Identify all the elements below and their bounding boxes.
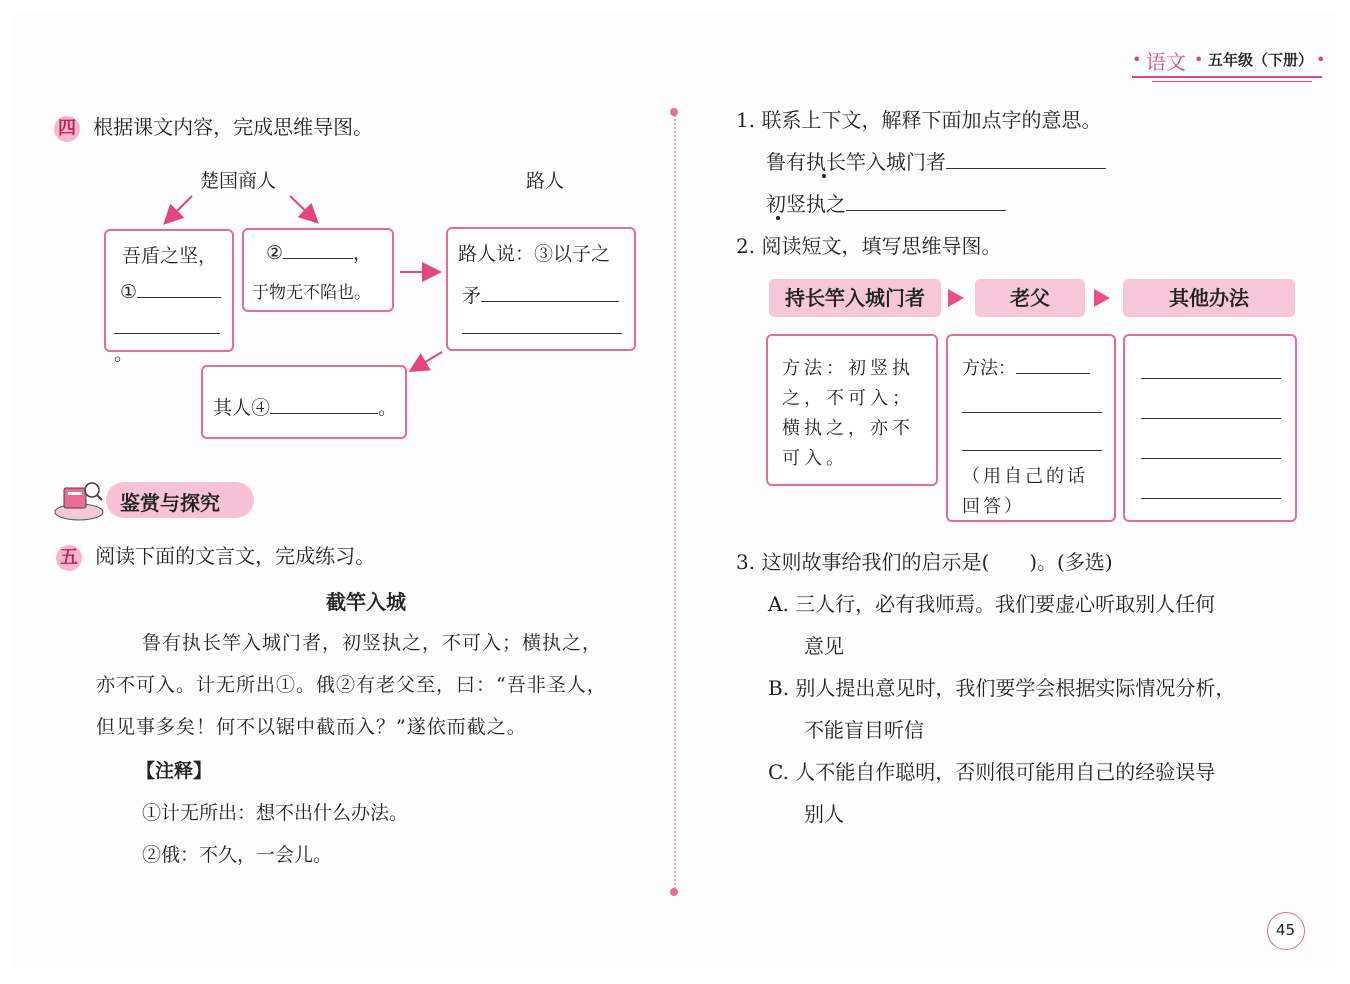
header-dot-mid: • [1194,50,1204,69]
box3-line3 [462,315,622,338]
page-number-badge [1267,912,1305,950]
q3-option-a-line1[interactable]: A. 三人行，必有我师焉。我们要虚心听取别人任何 [768,592,1216,616]
q1-item2 [766,188,1006,217]
mindmap-box-2 [242,228,394,312]
q1-item1-dot [822,174,826,178]
q2-box2-hint1: （用自己的话 [962,466,1088,487]
q3-option-c-line2: 别人 [804,802,844,826]
box1-blank-2[interactable] [114,315,220,334]
q2-box2-blank-3[interactable] [962,432,1102,451]
box4-end: 。 [378,397,398,419]
q2-text: 2. 阅读短文，填写思维导图。 [736,234,1002,258]
passage-line-3: 但见事多矣！何不以锯中截而入？”遂依而截之。 [96,716,527,738]
notes-title: 【注释】 [136,760,213,782]
q2-box2-blank-2[interactable] [962,394,1102,413]
arrow-to-box2 [290,196,316,221]
box1-line3 [114,315,232,366]
q2-box1-line2: 之，不可入； [782,388,914,409]
passage-line-1: 鲁有执长竿入城门者，初竖执之，不可入；横执之， [142,632,603,654]
q2-head-3: 其他办法 [1123,279,1295,317]
arrow-to-box4 [412,352,442,370]
q3-option-a-line2: 意见 [804,634,844,658]
box4-prefix: 其人④ [213,397,271,419]
q2-head-2: 老父 [975,279,1085,317]
q2-box-2 [946,334,1116,522]
mindmap-box-1 [104,229,234,365]
page-number: 45 [1276,921,1296,939]
q2-box2-label: 方法： [962,358,1016,379]
note-1: ①计无所出：想不出什么办法。 [142,802,409,824]
q2-box3-blank-1[interactable] [1141,360,1281,379]
section4-title: 根据课文内容，完成思维导图。 [93,115,374,139]
box2-comma: ， [353,242,373,264]
q2-box-3 [1123,334,1297,522]
appreciation-pill [106,482,254,518]
box2-line2: 于物无不陷也。 [252,283,371,303]
header-grade: 五年级（下册） [1208,51,1314,69]
book-hands-icon [52,478,106,522]
appreciation-title: 鉴赏与探究 [120,491,220,515]
q2-box3-line1 [1141,360,1281,383]
q2-head-1: 持长竿入城门者 [769,279,941,317]
box3-blank-2[interactable] [462,315,622,334]
appreciation-icon [52,478,106,522]
header-subject: 语文 [1146,50,1186,74]
header-dot-right: • [1316,50,1326,69]
arrow-to-box1 [166,196,192,222]
q2-arrow-1 [948,289,964,307]
q1-item1-text: 鲁有执长竿入城门者 [766,150,946,174]
workbook-page [14,14,1336,968]
q2-box3-blank-2[interactable] [1141,400,1281,419]
section5-badge: 五 [56,545,82,571]
q3-option-b-line1[interactable]: B. 别人提出意见时，我们要学会根据实际情况分析， [768,676,1236,700]
q2-box2-blank-1[interactable] [1016,355,1090,374]
mindmap-box-4 [201,365,407,439]
divider-dot-bottom [670,888,678,896]
passage-title: 截竿入城 [326,590,406,614]
column-divider [674,112,676,892]
q2-arrow-2 [1094,289,1110,307]
box3-line2 [462,281,619,308]
passage-line-2: 亦不可入。计无所出①。俄②有老父至，曰：“吾非圣人， [96,674,607,696]
label-merchant: 楚国商人 [200,170,277,192]
label-passerby: 路人 [526,170,565,192]
q2-box2-line1 [962,354,1090,380]
q3-option-c-line1[interactable]: C. 人不能自作聪明，否则很可能用自己的经验误导 [768,760,1216,784]
box2-line1 [266,238,372,265]
q3-text: 3. 这则故事给我们的启示是( )。(多选) [736,550,1113,574]
q2-box3-line4 [1141,480,1281,503]
q2-box2-line2 [962,394,1102,417]
header-underline [1132,76,1322,78]
q2-box1-line3: 横执之，亦不 [782,418,914,439]
note-2: ②俄：不久，一会儿。 [142,844,333,866]
page-header [1132,46,1328,86]
box3-mao: 矛 [462,285,482,307]
header-underline-2 [1152,81,1312,82]
box3-line1: 路人说：③以子之 [458,243,611,265]
q2-box1-line4: 可入。 [782,448,848,469]
box1-end: 。 [114,343,134,365]
box4-line [213,393,397,420]
q2-box-1 [766,334,938,486]
q2-box2-hint2: 回答） [962,496,1025,517]
q1-item1-blank[interactable] [946,150,1106,169]
section5-heading [56,540,375,571]
box3-blank-1[interactable] [481,283,619,302]
box2-blank[interactable] [283,240,353,259]
q2-box3-blank-4[interactable] [1141,480,1281,499]
section4-badge: 四 [54,116,80,142]
q1-item1 [766,146,1106,175]
q1-item2-blank[interactable] [846,192,1006,211]
q2-box1-line1: 方法：初竖执 [782,358,914,379]
box4-blank[interactable] [270,395,378,414]
header-dot-left: • [1132,50,1142,69]
box1-line1: 吾盾之坚， [122,245,218,267]
q1-item2-text: 初竖执之 [766,192,846,216]
box1-blank-1[interactable] [137,279,221,298]
box1-circle-1: ① [120,281,138,303]
q2-box3-blank-3[interactable] [1141,440,1281,459]
q1-item2-dot [776,216,780,220]
q3-option-b-line2: 不能盲目听信 [804,718,924,742]
q2-box3-line2 [1141,400,1281,423]
q1-text: 1. 联系上下文，解释下面加点字的意思。 [736,108,1102,132]
mindmap-box-3 [446,227,636,351]
box2-circle-2: ② [266,242,284,264]
section5-title: 阅读下面的文言文，完成练习。 [95,544,376,568]
q2-box2-line3 [962,432,1102,455]
q2-box3-line3 [1141,440,1281,463]
box1-line2 [120,279,221,303]
